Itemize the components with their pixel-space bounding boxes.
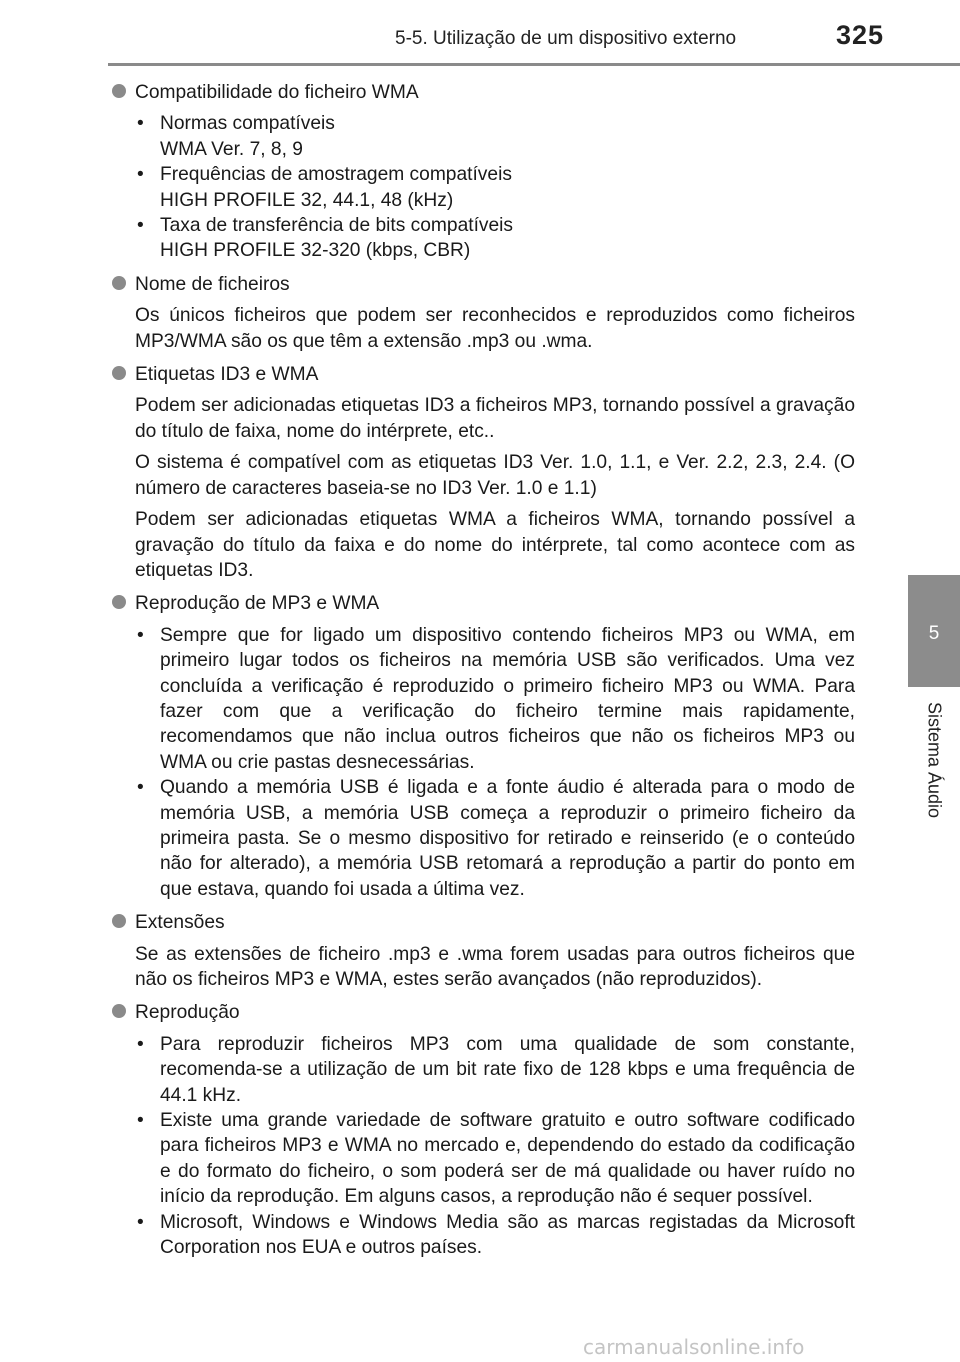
page-number: 325	[836, 20, 885, 50]
section-playback	[110, 1000, 855, 1260]
header-divider	[108, 63, 960, 66]
list-item	[135, 213, 855, 264]
heading-text: Nome de ficheiros	[135, 273, 290, 295]
section-heading	[135, 80, 855, 105]
section-heading	[135, 362, 855, 387]
chapter-tab	[908, 575, 960, 687]
list-item	[135, 623, 855, 775]
section-heading	[135, 591, 855, 616]
list-item-label: Taxa de transferência de bits compatíveis	[160, 215, 514, 237]
chapter-number: 5	[928, 623, 940, 644]
bullet-list	[135, 623, 855, 902]
list-item-value: WMA Ver. 7, 8, 9	[160, 138, 303, 160]
bullet-dot-icon	[112, 84, 126, 98]
list-item-text: Existe uma grande variedade de software gratuito e outro software codificado para ficheiros MP3 e WMA no mercado e, dependendo do estado da codificação e do formato do ficheiro, o som poderá ser de má qualidade ou haver ruído no início da reprodução. Em alguns casos, a reprodução não é sequer possível.	[160, 1110, 855, 1208]
paragraph: Os únicos ficheiros que podem ser reconhecidos e reproduzidos como ficheiros MP3/WMA são os que têm a extensão .mp3 ou .wma.	[135, 305, 855, 352]
list-item-label: Normas compatíveis	[160, 113, 335, 135]
bullet-mark: •	[137, 1110, 144, 1132]
watermark: carmanualsonline.info	[583, 1335, 805, 1359]
bullet-mark: •	[137, 113, 144, 135]
list-item	[135, 1032, 855, 1108]
section-id3-wma-tags	[110, 362, 855, 583]
page-content	[110, 80, 855, 1268]
paragraph: Se as extensões de ficheiro .mp3 e .wma forem usadas para outros ficheiros que não os ficheiros MP3 e WMA, estes serão avançados (não reproduzidos).	[135, 943, 855, 990]
bullet-mark: •	[137, 1211, 144, 1233]
section-mp3-wma-playback	[110, 591, 855, 902]
chapter-label: Sistema Áudio	[924, 701, 945, 819]
list-item	[135, 775, 855, 902]
list-item-text: Sempre que for ligado um dispositivo contendo ficheiros MP3 ou WMA, em primeiro lugar todos os ficheiros na memória USB são verificados. Uma vez concluída a verificação é reproduzido o primeiro ficheiro MP3 ou WMA. Para fazer com que a verificação do ficheiro termine mais rapidamente, recomendamos que não inclua outros ficheiros que não os ficheiros MP3 ou WMA ou crie pastas desnecessárias.	[160, 624, 855, 773]
bullet-dot-icon	[112, 366, 126, 380]
bullet-mark: •	[137, 1033, 144, 1055]
list-item-label: Frequências de amostragem compatíveis	[160, 164, 512, 186]
list-item	[135, 162, 855, 213]
list-item	[135, 111, 855, 162]
bullet-mark: •	[137, 777, 144, 799]
bullet-dot-icon	[112, 595, 126, 609]
list-item-value: HIGH PROFILE 32, 44.1, 48 (kHz)	[160, 189, 454, 211]
section-heading	[135, 910, 855, 935]
bullet-list	[135, 111, 855, 263]
paragraph: Podem ser adicionadas etiquetas WMA a ficheiros WMA, tornando possível a gravação do título da faixa e do nome do intérprete, tal como acontece com as etiquetas ID3.	[135, 509, 855, 581]
section-wma-compatibility	[110, 80, 855, 264]
section-heading	[135, 272, 855, 297]
heading-text: Compatibilidade do ficheiro WMA	[135, 82, 419, 103]
list-item	[135, 1210, 855, 1261]
section-extensions	[110, 910, 855, 992]
heading-text: Reprodução de MP3 e WMA	[135, 593, 380, 615]
bullet-mark: •	[137, 624, 144, 646]
bullet-dot-icon	[112, 1004, 126, 1018]
bullet-dot-icon	[112, 914, 126, 928]
bullet-list	[135, 1032, 855, 1261]
section-heading	[135, 1000, 855, 1025]
list-item	[135, 1108, 855, 1210]
heading-text: Reprodução	[135, 1002, 240, 1024]
heading-text: Extensões	[135, 912, 225, 934]
paragraph: O sistema é compatível com as etiquetas ID3 Ver. 1.0, 1.1, e Ver. 2.2, 2.3, 2.4. (O número de caracteres baseia-se no ID3 Ver. 1.0 e 1.1)	[135, 452, 855, 499]
heading-text: Etiquetas ID3 e WMA	[135, 364, 319, 386]
bullet-mark: •	[137, 215, 144, 237]
list-item-text: Quando a memória USB é ligada e a fonte áudio é alterada para o modo de memória USB, a memória USB começa a reproduzir o primeiro ficheiro da primeira pasta. Se o mesmo dispositivo for retirado e reinserido (e o conteúdo não for alterado), a memória USB retomará a reprodução a partir do ponto em que estava, quando foi usada a última vez.	[160, 777, 855, 900]
paragraph: Podem ser adicionadas etiquetas ID3 a ficheiros MP3, tornando possível a gravação do título de faixa, nome do intérprete, etc..	[135, 395, 855, 442]
section-title: 5-5. Utilização de um dispositivo externo	[395, 28, 737, 49]
bullet-dot-icon	[112, 276, 126, 290]
list-item-text: Microsoft, Windows e Windows Media são as marcas registadas da Microsoft Corporation nos EUA e outros países.	[160, 1211, 855, 1259]
bullet-mark: •	[137, 164, 144, 186]
list-item-value: HIGH PROFILE 32-320 (kbps, CBR)	[160, 240, 471, 262]
list-item-text: Para reproduzir ficheiros MP3 com uma qualidade de som constante, recomenda-se a utilização de um bit rate fixo de 128 kbps e uma frequência de 44.1 kHz.	[160, 1033, 855, 1106]
section-file-names	[110, 272, 855, 354]
